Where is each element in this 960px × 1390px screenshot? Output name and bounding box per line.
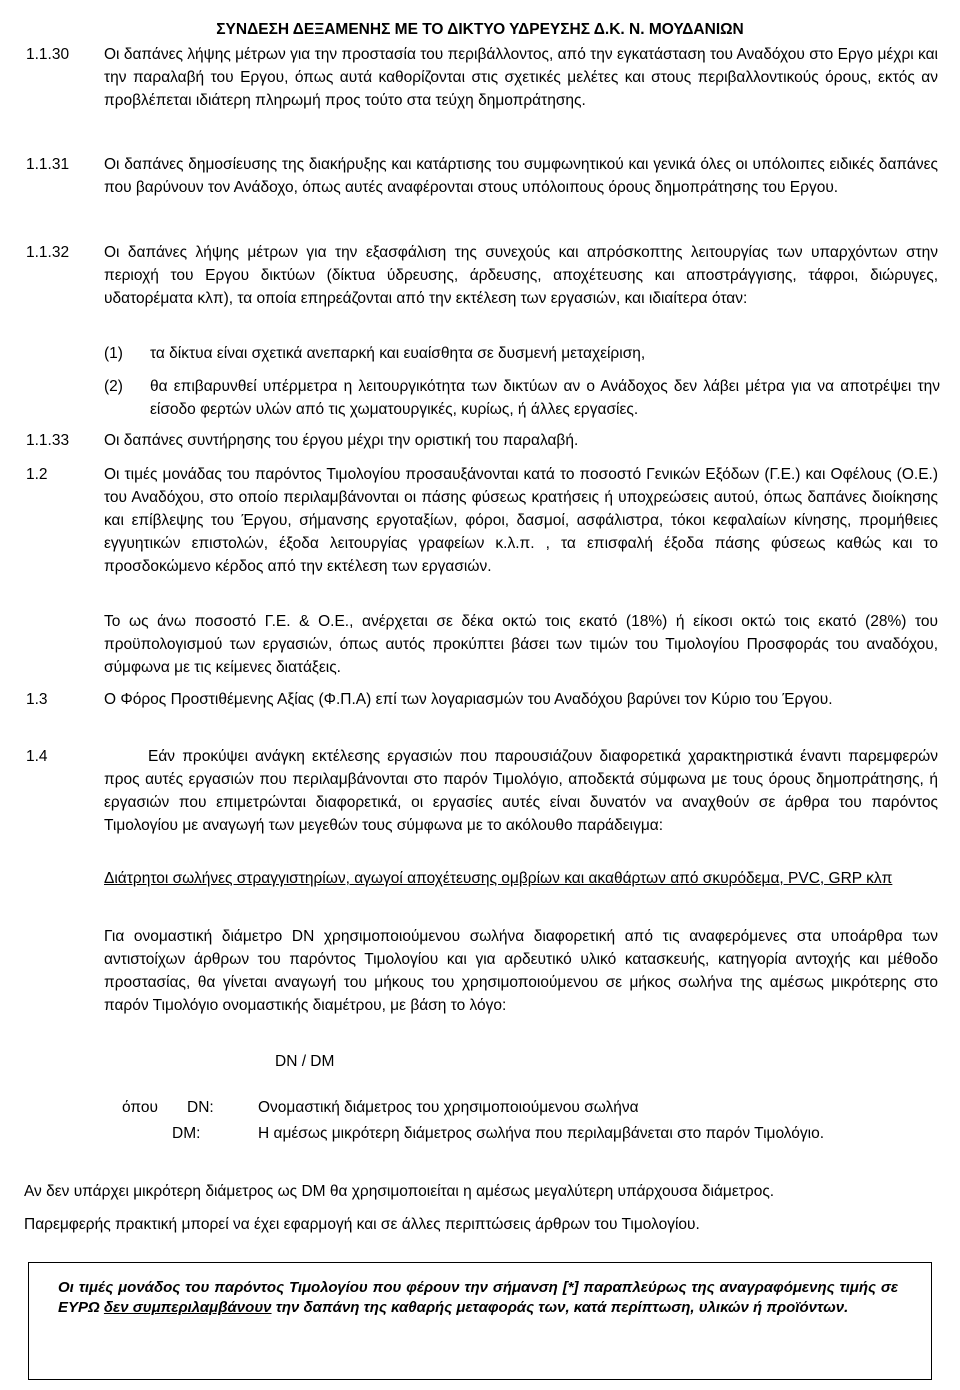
- list-marker-1: (1): [104, 345, 123, 362]
- section-text-1-1-33: Οι δαπάνες συντήρησης του έργου μέχρι την οριστική του παραλαβή.: [104, 432, 579, 449]
- section-number-1-1-30: 1.1.30: [26, 46, 70, 63]
- closing-note-1: Αν δεν υπάρχει μικρότερη διάμετρος ως DM θα χρησιμοποιείται η αμέσως μεγαλύτερη υπάρχουσα διάμετρος.: [24, 1183, 775, 1200]
- definition-text-dn: Ονομαστική διάμετρος του χρησιμοποιούμενου σωλήνα: [258, 1099, 639, 1116]
- section-number-1-1-33: 1.1.33: [26, 432, 70, 449]
- section-text-1-2: Οι τιμές μονάδας του παρόντος Τιμολογίου προσαυξάνονται κατά το ποσοστό Γενικών Εξόδων (Γ.Ε.) και Οφέλους (Ο.Ε.) του Αναδόχου, στο οποίο περιλαμβάνονται οι πάσης φύσεως κρατήσεις ή υποχρεώσεις αυτού, όπως δαπάνες διοίκησης και επίβλεψης του Έργου, σήμανσης εργοταξίων, φόροι, δασμοί, ασφάλιστρα, τόκοι κεφαλαίων κίνησης, προμήθειες εγγυητικών επιστολών, έξοδα λειτουργίας γραφείων κ.λ.π. , τα επισφαλή έξοδα πάσης φύσεως καθώς και το προσδοκώμενο κέρδος από την εκτέλεση των εργασιών.: [104, 466, 938, 575]
- definition-term-dm: DM:: [172, 1125, 201, 1142]
- example-title: Διάτρητοι σωλήνες στραγγιστηρίων, αγωγοί αποχέτευσης ομβρίων και ακαθάρτων από σκυρόδεμα, PVC, GRP κλπ: [104, 870, 893, 887]
- list-marker-2: (2): [104, 378, 123, 395]
- section-number-1-1-32: 1.1.32: [26, 244, 70, 261]
- notice-text: [58, 1278, 898, 1318]
- section-text-1-1-31: Οι δαπάνες δημοσίευσης της διακήρυξης και κατάρτισης του συμφωνητικού και γενικά όλες οι υπόλοιπες ειδικές δαπάνες που βαρύνουν τον Ανάδοχο, όπως αυτές αναφέρονται στους υπόλοιπους όρους δημοπράτησης του Εργου.: [104, 156, 938, 196]
- section-text-1-4: Εάν προκύψει ανάγκη εκτέλεσης εργασιών που παρουσιάζουν διαφορετικά χαρακτηριστικά έναντι παρεμφερών προς αυτές εργασιών που περιλαμβάνονται στο παρόν Τιμολόγιο, αποδεκτά σύμφωνα με τους όρους δημοπράτησης, ή εργασιών που επιμετρώνται διαφορετικά, οι εργασίες αυτές είναι δυνατόν να αναχθούν σε άρθρα του παρόντος Τιμολογίου με αναγωγή των μεγεθών τους σύμφωνα με το ακόλουθο παράδειγμα:: [104, 748, 938, 834]
- closing-note-2: Παρεμφερής πρακτική μπορεί να έχει εφαρμογή και σε άλλες περιπτώσεις άρθρων του Τιμολογίου.: [24, 1216, 700, 1233]
- notice-text-part1: Οι τιμές μονάδος του παρόντος Τιμολογίου που φέρουν την σήμανση [*] παραπλεύρως της αναγραφόμενης τιμής σε ΕΥΡΩ: [58, 1279, 898, 1316]
- section-number-1-4: 1.4: [26, 748, 48, 765]
- section-text-1-3: Ο Φόρος Προστιθέμενης Αξίας (Φ.Π.Α) επί των λογαριασμών του Αναδόχου βαρύνει τον Κύριο του Έργου.: [104, 691, 833, 708]
- page-header: ΣΥΝΔΕΣΗ ΔΕΞΑΜΕΝΗΣ ΜΕ ΤΟ ΔΙΚΤΥΟ ΥΔΡΕΥΣΗΣ Δ.Κ. Ν. ΜΟΥΔΑΝΙΩΝ: [216, 21, 744, 38]
- definition-where: όπου: [122, 1099, 158, 1116]
- section-text-1-1-32: Οι δαπάνες λήψης μέτρων για την εξασφάλιση της συνεχούς και απρόσκοπτης λειτουργίας των υπαρχόντων στην περιοχή του Εργου δικτύων (δίκτυα ύδρευσης, άρδευσης, αποχέτευσης και αποστράγγισης, τάφροι, διώρυγες, υδατορέματα κλπ), τα οποία επηρεάζονται από την εκτέλεση των εργασιών, και ιδιαίτερα όταν:: [104, 244, 938, 307]
- list-item-1: τα δίκτυα είναι σχετικά ανεπαρκή και ευαίσθητα σε δυσμενή μεταχείριση,: [150, 345, 646, 362]
- list-item-2: θα επιβαρυνθεί υπέρμετρα η λειτουργικότητα των δικτύων αν ο Ανάδοχος δεν λάβει μέτρα για να αποτρέψει την είσοδο φερτών υλών από τις χωματουργικές, κυρίως, ή άλλες εργασίες.: [150, 378, 940, 418]
- definition-term-dn: DN:: [187, 1099, 214, 1116]
- section-text-1-2-rate: Το ως άνω ποσοστό Γ.Ε. & Ο.Ε., ανέρχεται σε δέκα οκτώ τοις εκατό (18%) ή είκοσι οκτώ τοις εκατό (28%) του προϋπολογισμού των εργασιών, όπως αυτός προκύπτει βάσει των τιμών του Τιμολογίου Προσφοράς του αναδόχου, σύμφωνα με τις κείμενες διατάξεις.: [104, 613, 938, 676]
- notice-text-part2: την δαπάνη της καθαρής μεταφοράς των, κατά περίπτωση, υλικών ή προϊόντων.: [271, 1299, 849, 1316]
- section-number-1-1-31: 1.1.31: [26, 156, 70, 173]
- example-text: Για ονομαστική διάμετρο DN χρησιμοποιούμενου σωλήνα διαφορετική από τις αναφερόμενες στα υποάρθρα των αντιστοίχων άρθρων του παρόντος Τιμολογίου και για αρδευτικό υλικό κατασκευής, κατηγορία αντοχής και μέθοδο προστασίας, θα γίνεται αναγωγή του μήκους του χρησιμοποιούμενου σε μήκος σωλήνα της αμέσως μικρότερης στο παρόν Τιμολόγιο ονομαστικής διαμέτρου, με βάση το λόγο:: [104, 928, 938, 1014]
- definition-text-dm: Η αμέσως μικρότερη διάμετρος σωλήνα που περιλαμβάνεται στο παρόν Τιμολόγιο.: [258, 1125, 825, 1142]
- section-number-1-2: 1.2: [26, 466, 48, 483]
- section-number-1-3: 1.3: [26, 691, 48, 708]
- section-text-1-1-30: Οι δαπάνες λήψης μέτρων για την προστασία του περιβάλλοντος, από την εγκατάσταση του Αναδόχου στο Εργο μέχρι και την παραλαβή του Εργου, όπως αυτά καθορίζονται στις σχετικές μελέτες και στους περιβαλλοντικούς όρους, εκτός αν προβλέπεται ιδιάτερη πληρωμή προς τούτο στα τεύχη δημοπράτησης.: [104, 46, 938, 109]
- notice-text-underlined: δεν συμπεριλαμβάνουν: [103, 1299, 272, 1316]
- ratio-formula: DN / DM: [275, 1053, 335, 1070]
